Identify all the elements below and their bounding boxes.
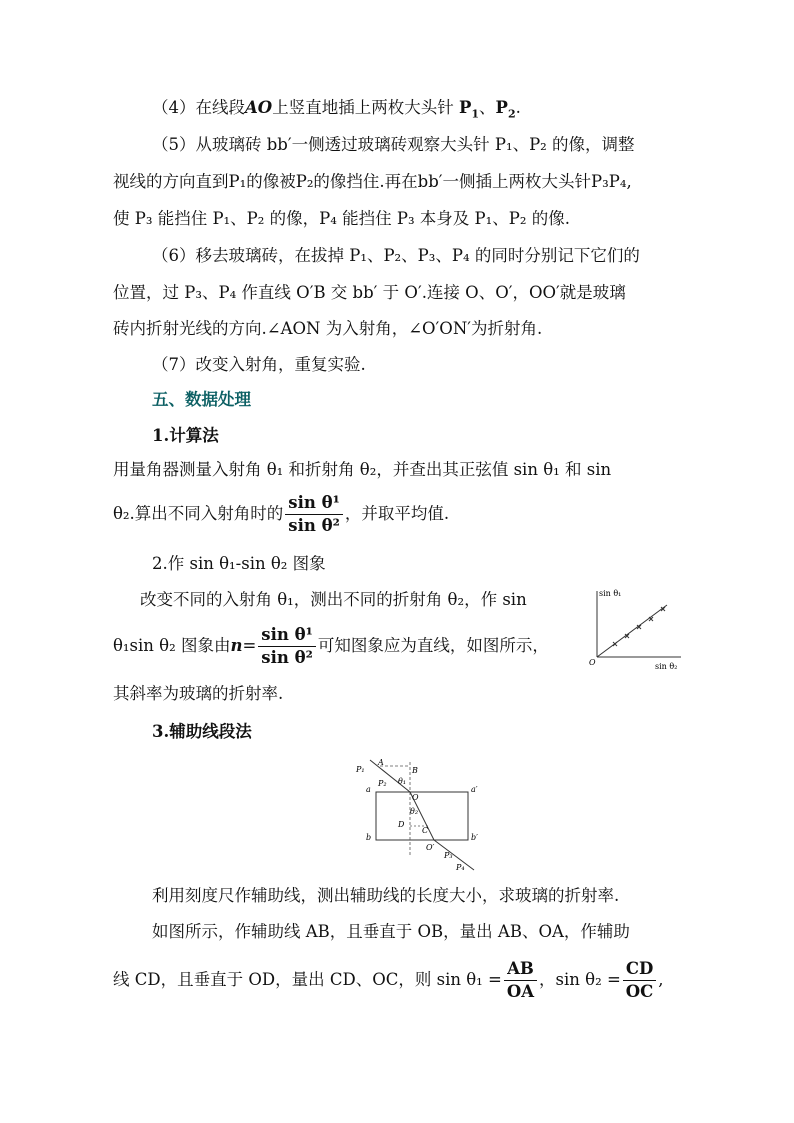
label-theta1: θ₁ <box>398 777 407 786</box>
method-3-line2: 如图所示，作辅助线 AB，且垂直于 OB，量出 AB、OA，作辅助 <box>152 922 630 941</box>
step-5-line2: 视线的方向直到P₁的像被P₂的像挡住.再在bb′一侧插上两枚大头针P₃P₄, <box>113 172 632 191</box>
method-1-line2: θ₂.算出不同入射角时的 $\frac{\text{sin θ¹}}{\text{sin θ²}}$ ，并取平均值. <box>113 493 450 535</box>
method-2-line2: θ₁sin θ₂ 图象由n= $\frac{\text{sin θ¹}}{\text{sin θ²}}$ 可知图象应为直线，如图所示， <box>113 625 549 667</box>
label-b-edge: b <box>366 833 372 842</box>
label-a-prime: a′ <box>471 785 478 794</box>
label-p1: P₁ <box>356 765 365 774</box>
step-4: （4）在线段AO上竖直地插上两枚大头针 $P_1$、$P_2$. <box>152 98 521 121</box>
sin-graph <box>585 585 685 673</box>
step-7: （7）改变入射角，重复实验. <box>152 355 366 374</box>
method-1-title: 1.计算法 <box>152 426 219 445</box>
step-6-line1: （6）移去玻璃砖，在拔掉 P₁、P₂、P₃、P₄ 的同时分别记下它们的 <box>152 246 640 265</box>
graph-y-label: sin θ₁ <box>599 589 622 598</box>
label-b-prime: b′ <box>471 833 478 842</box>
sin-ratio-fraction: $\frac{\text{sin θ¹}}{\text{sin θ²}}$ <box>285 492 343 537</box>
step-5-line3: 使 P₃ 能挡住 P₁、P₂ 的像，P₄ 能挡住 P₃ 本身及 P₁、P₂ 的像. <box>113 209 570 228</box>
method-2-line1: 改变不同的入射角 θ₁，测出不同的折射角 θ₂，作 sin <box>140 590 527 609</box>
label-d: D <box>398 820 405 829</box>
step-6-line3: 砖内折射光线的方向.∠AON 为入射角，∠O′ON′为折射角. <box>113 319 543 338</box>
refraction-diagram <box>352 756 492 876</box>
label-p3: P₃ <box>444 851 453 860</box>
step-6-line2: 位置，过 P₃、P₄ 作直线 O′B 交 bb′ 于 O′.连接 O、O′，OO′就是玻璃 <box>113 283 626 302</box>
label-o-prime: O′ <box>426 843 435 852</box>
graph-x-label: sin θ₂ <box>655 662 678 671</box>
graph-point <box>613 642 617 646</box>
label-a-edge: a <box>366 785 371 794</box>
graph-point <box>649 617 653 621</box>
n-fraction: $\frac{\text{sin θ¹}}{\text{sin θ²}}$ <box>258 624 316 669</box>
method-2-title: 2.作 sin θ₁-sin θ₂ 图象 <box>152 554 326 573</box>
label-c: C <box>422 826 429 835</box>
label-a: A <box>378 758 384 767</box>
method-3-line3: 线 CD，且垂直于 OD，量出 CD、OC，则 sin θ₁ = $\frac{AB}{OA}$ ，sin θ₂ = $\frac{CD}{OC}$ , <box>113 959 664 1001</box>
label-b: B <box>412 766 418 775</box>
label-o: O <box>412 793 419 802</box>
ab-oa-fraction: $\frac{AB}{OA}$ <box>504 958 537 1003</box>
graph-fit-line <box>597 605 667 657</box>
method-3-title: 3.辅助线段法 <box>152 722 252 741</box>
label-theta2: θ₂ <box>410 807 419 816</box>
label-p4: P₄ <box>456 863 465 872</box>
graph-origin: O <box>589 658 596 667</box>
section-title-data-processing: 五、数据处理 <box>152 390 251 409</box>
method-1-line1: 用量角器测量入射角 θ₁ 和折射角 θ₂，并查出其正弦值 sin θ₁ 和 sin <box>113 460 612 479</box>
label-p2: P₂ <box>378 779 387 788</box>
step-5-line1: （5）从玻璃砖 bb′一侧透过玻璃砖观察大头针 P₁、P₂ 的像，调整 <box>152 135 635 154</box>
method-2-line3: 其斜率为玻璃的折射率. <box>113 684 284 703</box>
incident-ray <box>370 760 410 792</box>
method-3-line1: 利用刻度尺作辅助线，测出辅助线的长度大小，求玻璃的折射率. <box>152 886 620 905</box>
cd-oc-fraction: $\frac{CD}{OC}$ <box>623 958 657 1003</box>
emergent-ray <box>434 840 474 870</box>
